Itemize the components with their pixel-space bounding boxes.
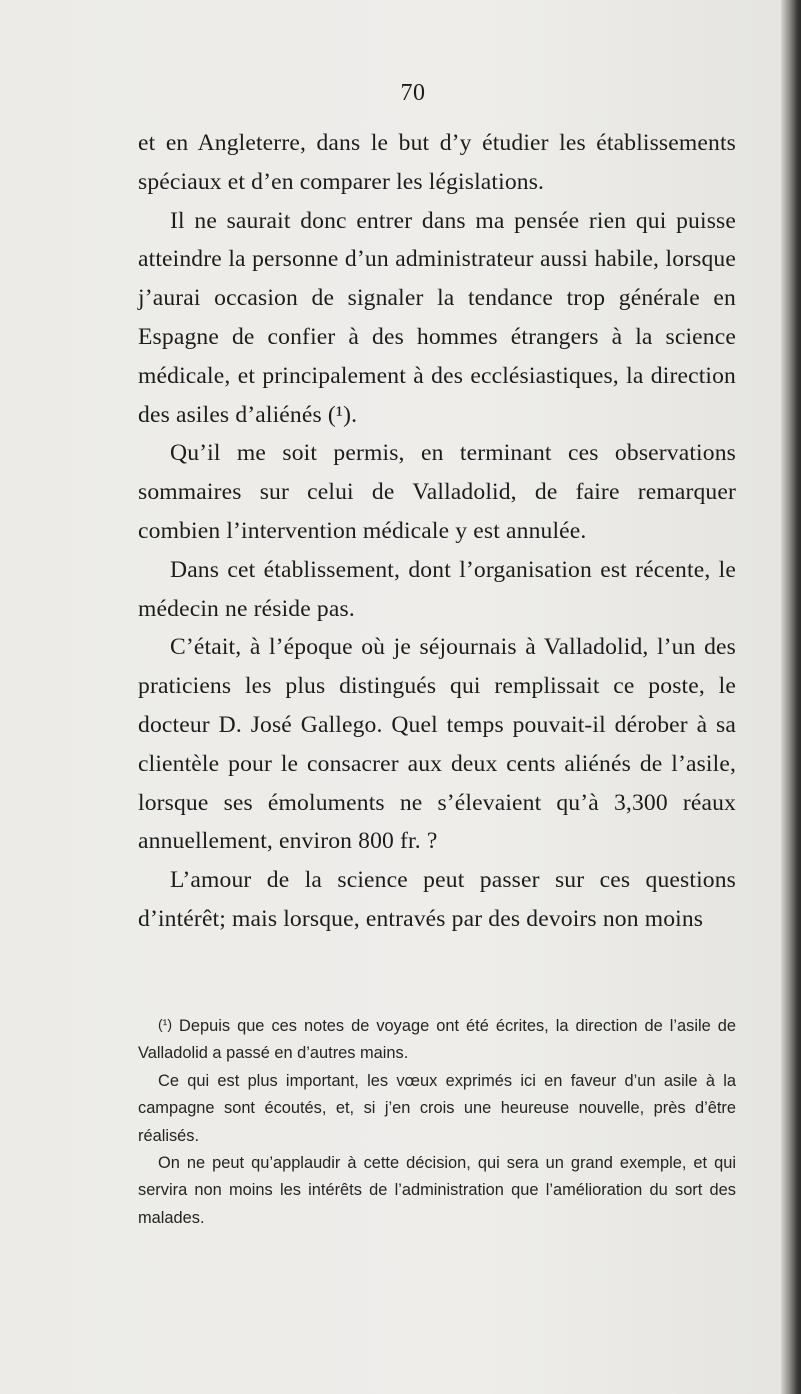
footnote-1-text: Depuis que ces notes de voyage ont été écrites, la direction de l’asile de Valladolid a passé en d’autres mains.: [138, 1017, 736, 1063]
page-number: 70: [400, 80, 426, 106]
footnotes: [138, 1011, 736, 1232]
paragraph-2: Il ne saurait donc entrer dans ma pensée rien qui puisse atteindre la personne d’un administrateur aussi habile, lorsque j’aurai occasion de signaler la tendance trop générale en Espagne de confier à des hommes étrangers à la science médicale, et principalement à des ecclésiastiques, la direction des asiles d’aliénés (¹).: [138, 207, 736, 428]
paragraph-4: Dans cet établissement, dont l’organisation est récente, le médecin ne réside pas.: [138, 556, 736, 622]
footnote-2: Ce qui est plus important, les vœux exprimés ici en faveur d’un asile à la campagne sont écoutés, et, si j’en crois une heureuse nouvelle, près d’être réalisés.: [138, 1071, 736, 1145]
book-edge-shadow: [781, 0, 801, 1394]
paragraph-6: L’amour de la science peut passer sur ces questions d’intérêt; mais lorsque, entravés par des devoirs non moins: [138, 867, 736, 932]
footnote-1: [138, 1011, 736, 1068]
footnote-3: On ne peut qu’applaudir à cette décision, qui sera un grand exemple, et qui servira non moins les intérêts de l’administration que l’amélioration du sort des malades.: [138, 1154, 736, 1227]
main-text: [138, 124, 736, 939]
paragraph-1: et en Angleterre, dans le but d’y étudier les établissements spéciaux et d’en comparer les législations.: [138, 130, 736, 195]
footnote-marker: (¹): [158, 1016, 172, 1032]
paragraph-3: Qu’il me soit permis, en terminant ces observations sommaires sur celui de Valladolid, de faire remarquer combien l’intervention médicale y est annulée.: [138, 440, 736, 544]
paragraph-5: C’était, à l’époque où je séjournais à Valladolid, l’un des praticiens les plus distingués qui remplissait ce poste, le docteur D. José Gallego. Quel temps pouvait-il dérober à sa clientèle pour le consacrer aux deux cents aliénés de l’asile, lorsque ses émoluments ne s’élevaient qu’à 3,300 réaux annuellement, environ 800 fr. ?: [138, 634, 736, 855]
